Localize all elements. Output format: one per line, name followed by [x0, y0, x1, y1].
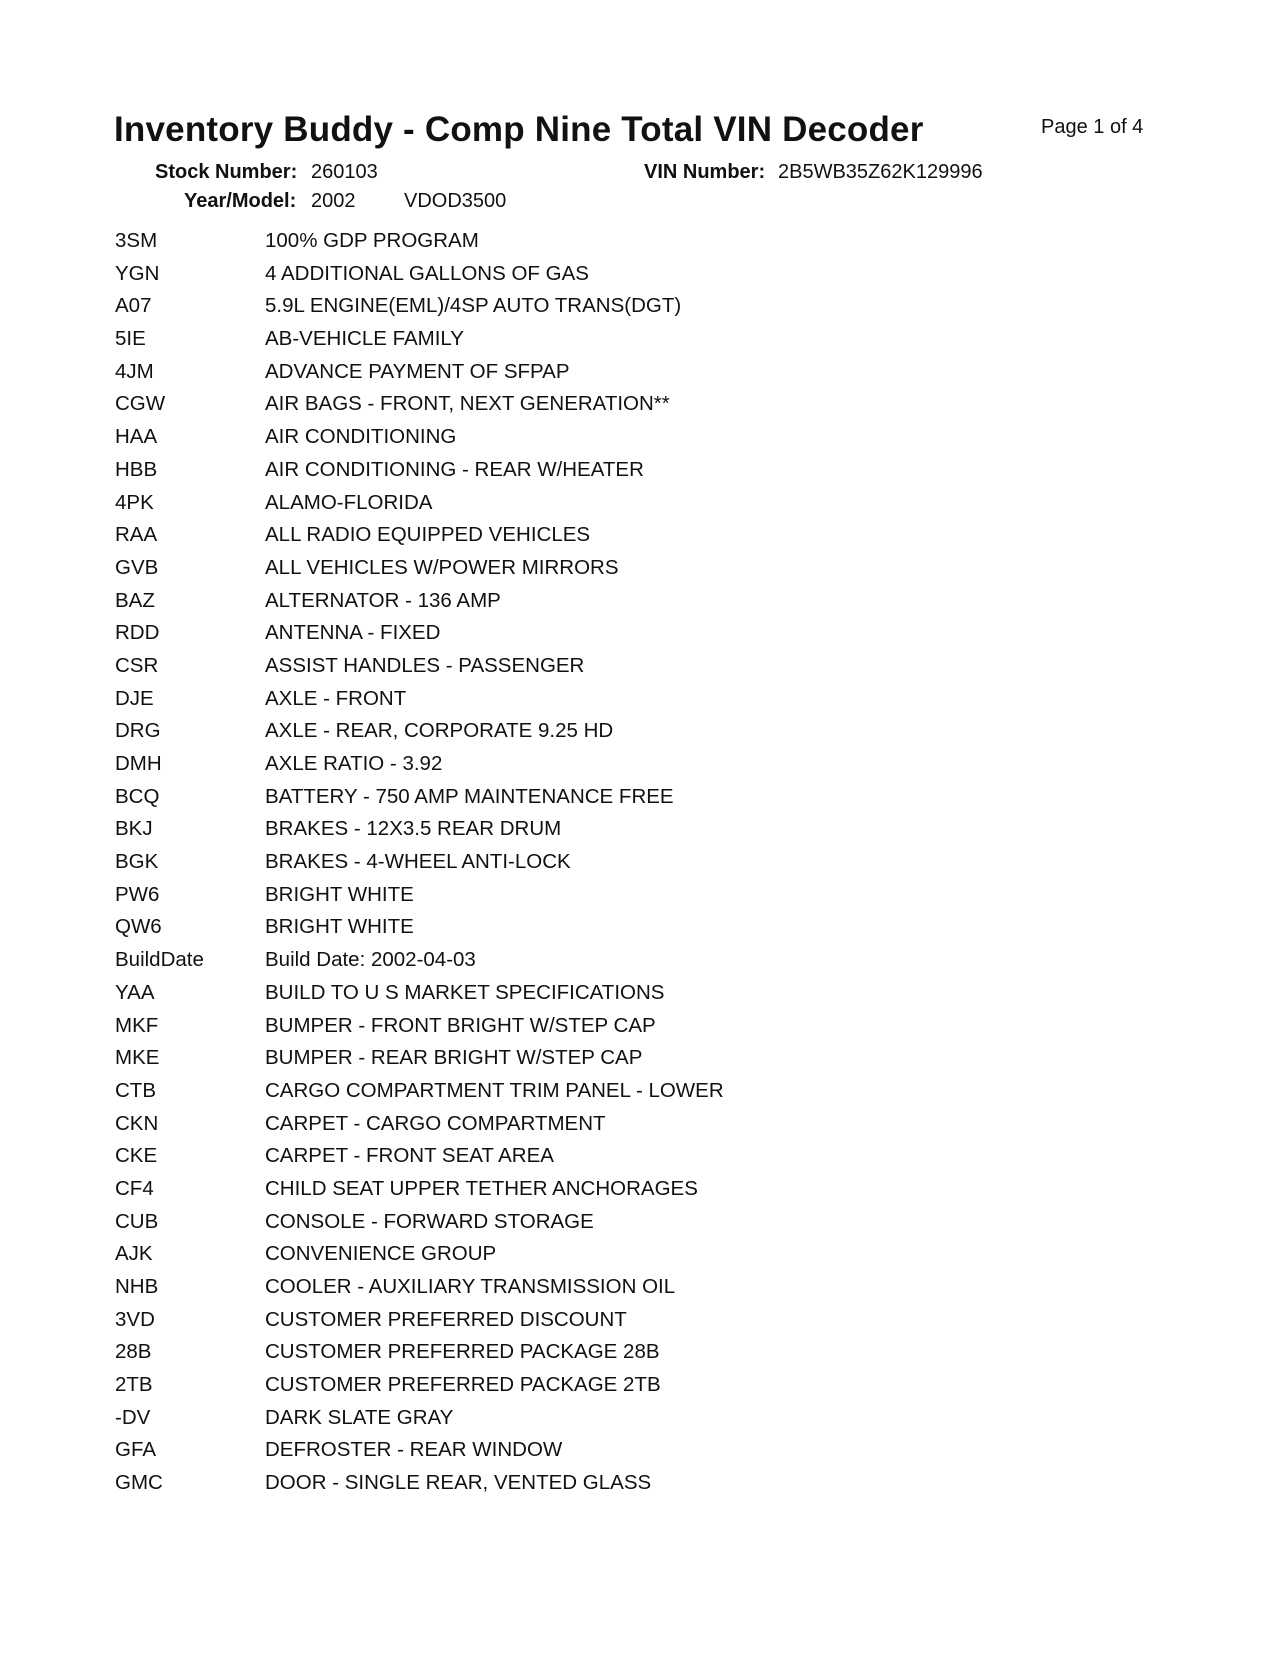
page-title: Inventory Buddy - Comp Nine Total VIN Decoder [114, 110, 924, 149]
list-item [0, 618, 1280, 651]
option-code: BGK [115, 850, 159, 874]
option-code: QW6 [115, 915, 162, 939]
option-description: ADVANCE PAYMENT OF SFPAP [265, 359, 570, 383]
list-item [0, 259, 1280, 292]
year-model-label: Year/Model: [184, 190, 297, 212]
list-item [0, 488, 1280, 521]
option-code: CKN [115, 1111, 159, 1135]
option-description: BRIGHT WHITE [265, 915, 414, 939]
option-description: BRIGHT WHITE [265, 882, 414, 906]
list-item [0, 291, 1280, 324]
option-description: ASSIST HANDLES - PASSENGER [265, 653, 585, 677]
list-item [0, 1043, 1280, 1076]
option-code: PW6 [115, 882, 160, 906]
list-item [0, 1076, 1280, 1109]
option-code: BKJ [115, 817, 153, 841]
option-description: AIR BAGS - FRONT, NEXT GENERATION** [265, 392, 670, 416]
option-description: BRAKES - 12X3.5 REAR DRUM [265, 817, 562, 841]
page-number: Page 1 of 4 [1041, 116, 1144, 138]
option-description: ALAMO-FLORIDA [265, 490, 433, 514]
option-code-list [0, 226, 1280, 1501]
list-item [0, 586, 1280, 619]
option-description: Build Date: 2002-04-03 [265, 948, 476, 972]
list-item [0, 880, 1280, 913]
list-item [0, 1109, 1280, 1142]
option-code: CGW [115, 392, 166, 416]
option-description: CUSTOMER PREFERRED DISCOUNT [265, 1307, 627, 1331]
option-description: CUSTOMER PREFERRED PACKAGE 2TB [265, 1373, 661, 1397]
option-description: BUMPER - REAR BRIGHT W/STEP CAP [265, 1046, 643, 1070]
option-description: DEFROSTER - REAR WINDOW [265, 1438, 563, 1462]
list-item [0, 324, 1280, 357]
stock-number-label: Stock Number: [155, 161, 298, 183]
list-item [0, 945, 1280, 978]
option-description: AXLE - FRONT [265, 686, 407, 710]
list-item [0, 553, 1280, 586]
option-description: AIR CONDITIONING [265, 425, 457, 449]
option-code: GVB [115, 555, 159, 579]
stock-number-value: 260103 [311, 161, 378, 183]
option-code: CUB [115, 1209, 159, 1233]
option-code: NHB [115, 1275, 159, 1298]
list-item [0, 520, 1280, 553]
option-description: CARPET - CARGO COMPARTMENT [265, 1111, 606, 1135]
list-item [0, 357, 1280, 390]
list-item [0, 422, 1280, 455]
option-code: 3SM [115, 229, 158, 252]
option-code: 4PK [115, 490, 154, 514]
vin-number-label: VIN Number: [644, 161, 766, 183]
option-code: RAA [115, 523, 158, 547]
option-description: CARPET - FRONT SEAT AREA [265, 1144, 554, 1168]
vin-number-value: 2B5WB35Z62K129996 [778, 161, 983, 183]
option-code: 4JM [115, 359, 154, 383]
list-item [0, 389, 1280, 422]
option-code: BCQ [115, 784, 160, 808]
option-code: DRG [115, 719, 161, 743]
list-item [0, 716, 1280, 749]
option-code: YGN [115, 261, 160, 285]
option-code: HBB [115, 457, 158, 481]
list-item [0, 749, 1280, 782]
option-description: BUMPER - FRONT BRIGHT W/STEP CAP [265, 1013, 656, 1037]
option-description: 5.9L ENGINE(EML)/4SP AUTO TRANS(DGT) [265, 294, 682, 318]
option-code: HAA [115, 425, 158, 449]
option-description: ALL VEHICLES W/POWER MIRRORS [265, 555, 619, 579]
option-code: CSR [115, 653, 159, 677]
list-item [0, 814, 1280, 847]
option-description: AXLE - REAR, CORPORATE 9.25 HD [265, 719, 614, 743]
option-code: MKE [115, 1046, 160, 1070]
list-item [0, 1239, 1280, 1272]
option-code: A07 [115, 294, 152, 318]
option-description: BRAKES - 4-WHEEL ANTI-LOCK [265, 850, 571, 874]
option-description: ANTENNA - FIXED [265, 621, 441, 645]
list-item [0, 684, 1280, 717]
list-item [0, 1305, 1280, 1338]
option-description: BATTERY - 750 AMP MAINTENANCE FREE [265, 784, 674, 808]
option-code: 2TB [115, 1373, 153, 1397]
list-item [0, 226, 1280, 259]
option-code: DMH [115, 752, 162, 775]
option-description: BUILD TO U S MARKET SPECIFICATIONS [265, 980, 665, 1004]
option-description: 4 ADDITIONAL GALLONS OF GAS [265, 261, 589, 285]
option-description: ALTERNATOR - 136 AMP [265, 588, 501, 612]
list-item [0, 1174, 1280, 1207]
option-code: DJE [115, 686, 154, 710]
list-item [0, 455, 1280, 488]
option-description: CUSTOMER PREFERRED PACKAGE 28B [265, 1340, 660, 1364]
option-code: GMC [115, 1471, 163, 1495]
option-code: 28B [115, 1340, 152, 1364]
option-code: CKE [115, 1144, 158, 1168]
option-code: RDD [115, 621, 160, 645]
option-description: CHILD SEAT UPPER TETHER ANCHORAGES [265, 1176, 698, 1200]
option-code: CTB [115, 1078, 156, 1102]
list-item [0, 782, 1280, 815]
option-code: MKF [115, 1013, 159, 1037]
option-code: GFA [115, 1438, 157, 1462]
option-description: AB-VEHICLE FAMILY [265, 327, 464, 351]
list-item [0, 1435, 1280, 1468]
list-item [0, 1141, 1280, 1174]
option-description: ALL RADIO EQUIPPED VEHICLES [265, 523, 591, 547]
option-description: AXLE RATIO - 3.92 [265, 752, 443, 775]
list-item [0, 978, 1280, 1011]
option-description: CONVENIENCE GROUP [265, 1242, 497, 1266]
list-item [0, 1337, 1280, 1370]
option-code: BAZ [115, 588, 155, 612]
year-value: 2002 [311, 190, 356, 212]
option-code: AJK [115, 1242, 153, 1266]
option-code: 5IE [115, 327, 146, 351]
option-code: CF4 [115, 1176, 154, 1200]
option-code: BuildDate [115, 948, 204, 972]
option-description: COOLER - AUXILIARY TRANSMISSION OIL [265, 1275, 676, 1298]
list-item [0, 912, 1280, 945]
list-item [0, 847, 1280, 880]
list-item [0, 1370, 1280, 1403]
option-description: CARGO COMPARTMENT TRIM PANEL - LOWER [265, 1078, 724, 1102]
list-item [0, 1272, 1280, 1305]
option-code: 3VD [115, 1307, 155, 1331]
option-description: CONSOLE - FORWARD STORAGE [265, 1209, 594, 1233]
list-item [0, 1011, 1280, 1044]
option-description: 100% GDP PROGRAM [265, 229, 479, 252]
list-item [0, 1403, 1280, 1436]
option-description: AIR CONDITIONING - REAR W/HEATER [265, 457, 644, 481]
option-description: DARK SLATE GRAY [265, 1405, 454, 1429]
list-item [0, 651, 1280, 684]
model-value: VDOD3500 [404, 190, 507, 212]
option-description: DOOR - SINGLE REAR, VENTED GLASS [265, 1471, 652, 1495]
option-code: YAA [115, 980, 155, 1004]
list-item [0, 1468, 1280, 1501]
list-item [0, 1207, 1280, 1240]
option-code: -DV [115, 1405, 151, 1429]
